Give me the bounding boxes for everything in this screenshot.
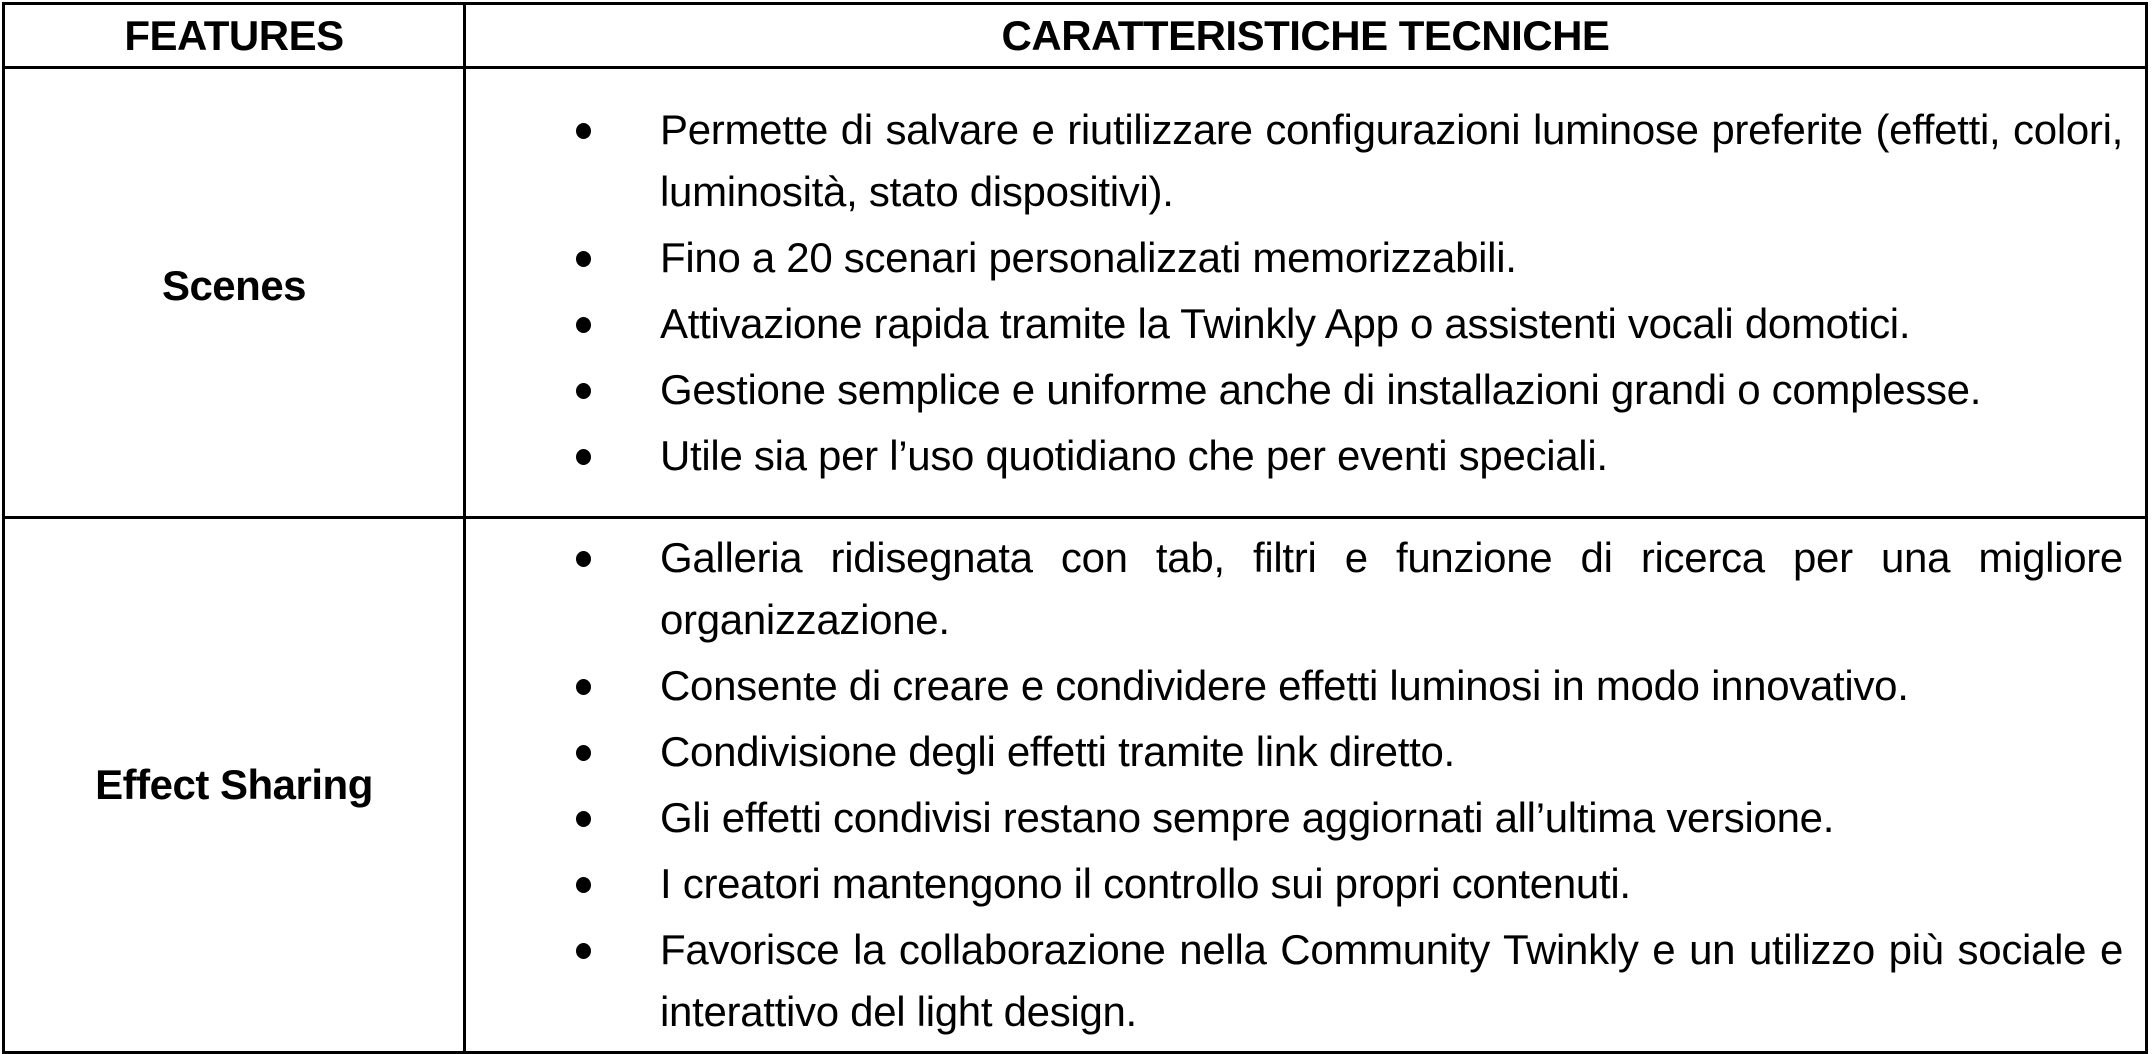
bullet-icon xyxy=(576,745,591,761)
table-row-effect-sharing xyxy=(4,518,2147,1053)
list-item-text: Galleria ridisegnata con tab, filtri e funzione di ricerca per una migliore organizzazione. xyxy=(660,534,2123,643)
list-item-text: Fino a 20 scenari personalizzati memorizzabili. xyxy=(660,233,1517,281)
header-features: FEATURES xyxy=(4,4,465,68)
list-item-text: Condivisione degli effetti tramite link diretto. xyxy=(660,728,1455,775)
list-item-text: Consente di creare e condividere effetti luminosi in modo innovativo. xyxy=(660,662,1909,709)
bullet-icon xyxy=(576,877,591,893)
bullet-list xyxy=(466,91,2145,495)
table-row-scenes xyxy=(4,68,2147,518)
bullet-icon xyxy=(576,449,591,465)
list-item-text: Utile sia per l’uso quotidiano che per eventi speciali. xyxy=(660,431,1608,479)
list-item-text: Gestione semplice e uniforme anche di installazioni grandi o complesse. xyxy=(660,365,1982,413)
list-item-text: Gli effetti condivisi restano sempre aggiornati all’ultima versione. xyxy=(660,794,1835,841)
header-technical-specs: CARATTERISTICHE TECNICHE xyxy=(465,4,2147,68)
bullet-list xyxy=(466,519,2145,1051)
table-header-row xyxy=(4,4,2147,68)
list-item xyxy=(466,853,2123,915)
bullet-icon xyxy=(576,383,591,399)
list-item xyxy=(466,359,2123,421)
feature-specs-cell xyxy=(465,518,2147,1053)
list-item-text: I creatori mantengono il controllo sui propri contenuti. xyxy=(660,860,1631,907)
list-item xyxy=(466,787,2123,849)
list-item-text: Favorisce la collaborazione nella Community Twinkly e un utilizzo più sociale e interattivo del light design. xyxy=(660,926,2123,1035)
list-item xyxy=(466,721,2123,783)
feature-name: Scenes xyxy=(4,68,465,518)
bullet-icon xyxy=(576,317,591,333)
bullet-icon xyxy=(576,251,591,267)
list-item xyxy=(466,527,2123,651)
list-item xyxy=(466,919,2123,1043)
bullet-icon xyxy=(576,943,591,959)
features-table xyxy=(2,2,2148,1054)
bullet-icon xyxy=(576,811,591,827)
bullet-icon xyxy=(576,551,591,567)
feature-name: Effect Sharing xyxy=(4,518,465,1053)
list-item xyxy=(466,293,2123,355)
list-item-text: Permette di salvare e riutilizzare configurazioni luminose preferite (effetti, colori, luminosità, stato dispositivi). xyxy=(660,105,2123,215)
list-item-text: Attivazione rapida tramite la Twinkly App o assistenti vocali domotici. xyxy=(660,299,1911,347)
list-item xyxy=(466,227,2123,289)
bullet-icon xyxy=(576,123,591,139)
feature-specs-cell xyxy=(465,68,2147,518)
list-item xyxy=(466,655,2123,717)
list-item xyxy=(466,425,2123,487)
list-item xyxy=(466,99,2123,223)
bullet-icon xyxy=(576,679,591,695)
